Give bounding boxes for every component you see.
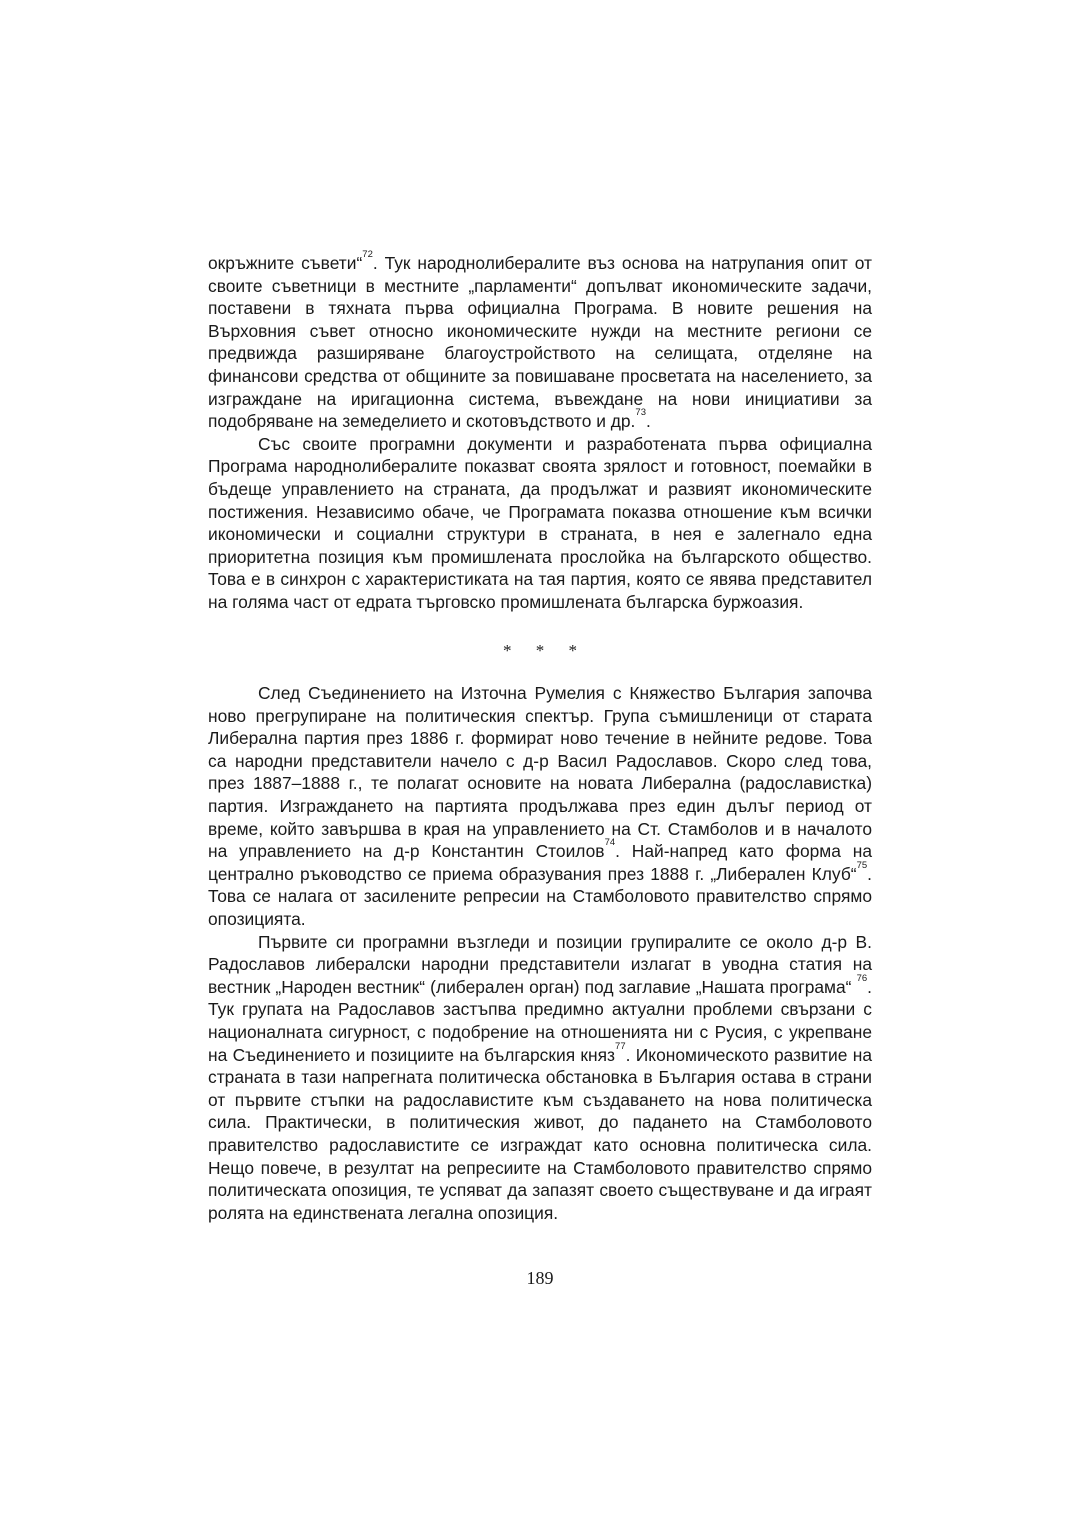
text-run: . [645, 411, 651, 432]
body-text [208, 249, 873, 1224]
section-separator: * * * [503, 640, 587, 660]
paragraph-2 [208, 433, 872, 614]
text-run: Със своите програмни документи и разработената първа официална Програма народнолибералите показват своята зрялост и готовност, поемайки в бъдеще управлението на страната, да продължат и развият икономическите постижения. Независимо обаче, че Програмата показва отношение към всички икономически и социални структури в страната, в нея е залегнало една приоритетна позиция към промишлената прослойка на българското общество. Това е в синхрон с характеристиката на тая партия, която се явява представител на голяма част от едрата търговско промишлената българска буржоазия. [208, 433, 872, 612]
page-number: 189 [526, 1268, 554, 1288]
paragraph-4 [208, 931, 872, 1225]
text-run: . Най-напред като форма на централно ръководство се приема образувания през 1888 г. „Либерален Клуб“ [208, 841, 873, 884]
footnote-marker-76[interactable]: 76 [856, 972, 868, 984]
footnote-marker-73[interactable]: 73 [635, 407, 646, 419]
text-run: Първите си програмни възгледи и позиции групиралите се около д-р В. Радославов либералски народни представители излагат в уводна статия на вестник „Народен вестник“ (либерален орган) под заглавие „Нашата програма“ [208, 931, 872, 997]
text-run: . Това се налага от засилените репресии на Стамболовото правителство спрямо опозицията. [208, 863, 872, 930]
text-run: След Съединението на Източна Румелия с Княжество България започва ново прегрупиране на политическия спектър. Група съмишленици от старата Либерална партия през 1886 г. формират ново течение в нейните редове. Това са народни представители начело с д-р Васил Радославов. Скоро след това, през 1887–1888 г., те полагат основите на новата Либерална (радославистка) партия. Изграждането на партията продължава през един дълъг период от време, който завършва в края на управлението на Ст. Стамболов и в началото на управлението на д-р Константин Стоилов [208, 683, 872, 862]
paragraph-1 [208, 249, 872, 433]
text-run: окръжните съвети“ [208, 253, 363, 273]
footnote-marker-77[interactable]: 77 [615, 1040, 626, 1052]
footnote-marker-72[interactable]: 72 [362, 249, 373, 260]
text-run: . Тук групата на Радославов застъпва предимно актуални проблеми свързани с националната сигурност, с подобрение на отношенията ни с Русия, с укрепване на Съединението и позициите на българския княз [208, 976, 872, 1065]
text-run: . Икономическото развитие на страната в тази напрегната политическа обстановка в България остава в страни от първите стъпки на радославистите към създаването на нова политическа сила. Практически, в политическия живот, до падането на Стамболовото правителство радославистите се изграждат като основна политическа сила. Нещо повече, в резултат на репресиите на Стамболовото правителство спрямо политическата опозиция, те успяват да запазят своето съществуване и да играят ролята на единствената легална опозиция. [208, 1044, 872, 1223]
text-run: . Тук народнолибералите въз основа на натрупания опит от своите съветници в местните „парламенти“ допълват икономическите задачи, поставени в тяхната първа официална Програма. В новите решения на Върховния съвет относно икономическите нужди на местните региони се предвижда разширяване благоустройството на селищата, отделяне на финансови средства от общините за повишаване просветата на населението, за изграждане на иригационна система, въвеждане на нови инициативи за подобряване на земеделието и скотовъдството и др. [208, 253, 872, 432]
footnote-marker-74[interactable]: 74 [604, 837, 616, 849]
footnote-marker-75[interactable]: 75 [856, 859, 868, 871]
paragraph-3 [208, 682, 872, 931]
